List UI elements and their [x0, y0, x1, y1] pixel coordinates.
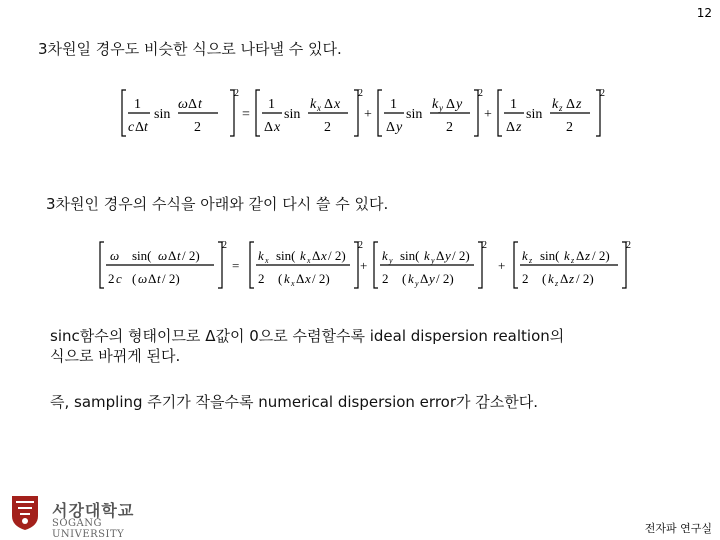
svg-text:k: k [548, 271, 554, 286]
svg-text:Δ: Δ [312, 248, 321, 263]
text-line-1: 3차원일 경우도 비슷한 식으로 나타낼 수 있다. [38, 40, 342, 58]
svg-text:1: 1 [390, 97, 397, 112]
svg-text:+: + [360, 258, 368, 273]
svg-text:y: y [456, 97, 463, 112]
svg-text:+: + [498, 258, 506, 273]
svg-text:y: y [431, 256, 435, 265]
svg-text:x: x [334, 97, 341, 112]
svg-text:2: 2 [358, 240, 363, 251]
svg-text:k: k [300, 248, 306, 263]
svg-text:t: t [144, 120, 148, 135]
svg-text:z: z [569, 271, 575, 286]
svg-text:c: c [116, 271, 122, 286]
svg-text:x: x [321, 248, 327, 263]
svg-text:z: z [576, 97, 582, 112]
svg-text:Δ: Δ [188, 97, 198, 112]
svg-text:Δ: Δ [264, 120, 274, 135]
svg-text:2: 2 [482, 240, 487, 251]
svg-text:y: y [415, 279, 419, 288]
svg-text:2: 2 [324, 120, 331, 135]
svg-text:2: 2 [234, 88, 239, 99]
university-logo [10, 494, 150, 540]
text-line-3b: 식으로 바뀌게 된다. [50, 347, 181, 365]
svg-text:+: + [364, 107, 372, 122]
svg-text:=: = [232, 258, 240, 273]
svg-text:2: 2 [446, 120, 453, 135]
svg-text:z: z [559, 103, 563, 113]
svg-text:/ 2): / 2) [452, 248, 470, 263]
svg-text:x: x [274, 120, 281, 135]
svg-text:y: y [396, 120, 403, 135]
equation-1 [118, 86, 618, 146]
svg-text:x: x [265, 256, 269, 265]
svg-text:2: 2 [522, 271, 529, 286]
svg-text:k: k [382, 248, 388, 263]
svg-text:t: t [177, 248, 181, 263]
text-line-4: 즉, sampling 주기가 작을수록 numerical dispersion error가 감소한다. [50, 393, 538, 411]
svg-text:x: x [317, 103, 321, 113]
text-line-2: 3차원인 경우의 수식을 아래와 같이 다시 쓸 수 있다. [46, 195, 389, 213]
svg-text:t: t [157, 271, 161, 286]
svg-text:k: k [564, 248, 570, 263]
svg-text:z: z [571, 256, 575, 265]
svg-text:Δ: Δ [576, 248, 585, 263]
svg-text:k: k [310, 97, 317, 112]
svg-text:sin(: sin( [276, 248, 296, 263]
svg-text:k: k [432, 97, 439, 112]
svg-text:2: 2 [258, 271, 265, 286]
svg-text:z: z [555, 279, 559, 288]
svg-text:ω: ω [158, 248, 168, 263]
svg-text:Δ: Δ [566, 97, 576, 112]
svg-text:sin: sin [154, 107, 171, 122]
svg-text:2: 2 [358, 88, 363, 99]
svg-text:y: y [439, 103, 443, 113]
svg-text:k: k [408, 271, 414, 286]
svg-text:t: t [198, 97, 202, 112]
svg-text:(: ( [402, 271, 407, 286]
svg-text:sin: sin [526, 107, 543, 122]
svg-text:+: + [484, 107, 492, 122]
svg-text:k: k [522, 248, 528, 263]
svg-text:y: y [429, 271, 435, 286]
svg-text:z: z [516, 120, 522, 135]
equation-2 [96, 238, 646, 298]
svg-text:Δ: Δ [324, 97, 334, 112]
svg-text:c: c [128, 120, 135, 135]
svg-text:x: x [305, 271, 311, 286]
svg-text:Δ: Δ [446, 97, 456, 112]
svg-text:/ 2): / 2) [328, 248, 346, 263]
svg-text:k: k [424, 248, 430, 263]
svg-text:ω: ω [178, 97, 188, 112]
svg-text:2: 2 [600, 88, 605, 99]
svg-text:sin: sin [284, 107, 301, 122]
svg-text:2: 2 [566, 120, 573, 135]
svg-text:ω: ω [110, 248, 120, 263]
svg-text:Δ: Δ [420, 271, 429, 286]
svg-text:Δ: Δ [506, 120, 516, 135]
svg-text:ω: ω [138, 271, 148, 286]
svg-text:sin(: sin( [540, 248, 560, 263]
svg-text:/ 2): / 2) [312, 271, 330, 286]
svg-text:/ 2): / 2) [576, 271, 594, 286]
svg-text:Δ: Δ [560, 271, 569, 286]
svg-text:Δ: Δ [168, 248, 177, 263]
svg-text:2: 2 [626, 240, 631, 251]
svg-text:Δ: Δ [386, 120, 396, 135]
svg-text:Δ: Δ [148, 271, 157, 286]
logo-korean: 서강대학교 [52, 501, 135, 520]
svg-text:sin: sin [406, 107, 423, 122]
svg-text:y: y [389, 256, 393, 265]
svg-text:k: k [258, 248, 264, 263]
svg-text:2: 2 [108, 271, 115, 286]
svg-text:x: x [307, 256, 311, 265]
logo-english: SOGANG UNIVERSITY [52, 518, 125, 540]
svg-text:2: 2 [478, 88, 483, 99]
svg-text:/ 2): / 2) [592, 248, 610, 263]
svg-text:Δ: Δ [296, 271, 305, 286]
svg-text:(: ( [132, 271, 137, 286]
svg-text:1: 1 [268, 97, 275, 112]
svg-text:x: x [291, 279, 295, 288]
svg-text:k: k [552, 97, 559, 112]
text-line-3a: sinc함수의 형태이므로 Δ값이 0으로 수렴할수록 ideal dispersion realtion의 [50, 327, 565, 345]
svg-text:2: 2 [194, 120, 201, 135]
svg-text:2: 2 [222, 240, 227, 251]
page-number: 12 [696, 6, 712, 20]
svg-text:Δ: Δ [135, 120, 145, 135]
svg-text:/ 2): / 2) [436, 271, 454, 286]
svg-text:sin(: sin( [132, 248, 152, 263]
footer-lab-name: 전자파 연구실 [644, 522, 712, 535]
svg-text:/ 2): / 2) [162, 271, 180, 286]
svg-text:=: = [242, 107, 250, 122]
svg-text:Δ: Δ [436, 248, 445, 263]
svg-text:sin(: sin( [400, 248, 420, 263]
svg-text:z: z [585, 248, 591, 263]
svg-text:1: 1 [134, 97, 141, 112]
svg-text:z: z [529, 256, 533, 265]
svg-text:(: ( [278, 271, 283, 286]
svg-text:1: 1 [510, 97, 517, 112]
svg-text:/ 2): / 2) [182, 248, 200, 263]
svg-text:y: y [445, 248, 451, 263]
svg-text:2: 2 [382, 271, 389, 286]
svg-text:k: k [284, 271, 290, 286]
shield-emblem-icon [10, 494, 40, 532]
svg-text:(: ( [542, 271, 547, 286]
